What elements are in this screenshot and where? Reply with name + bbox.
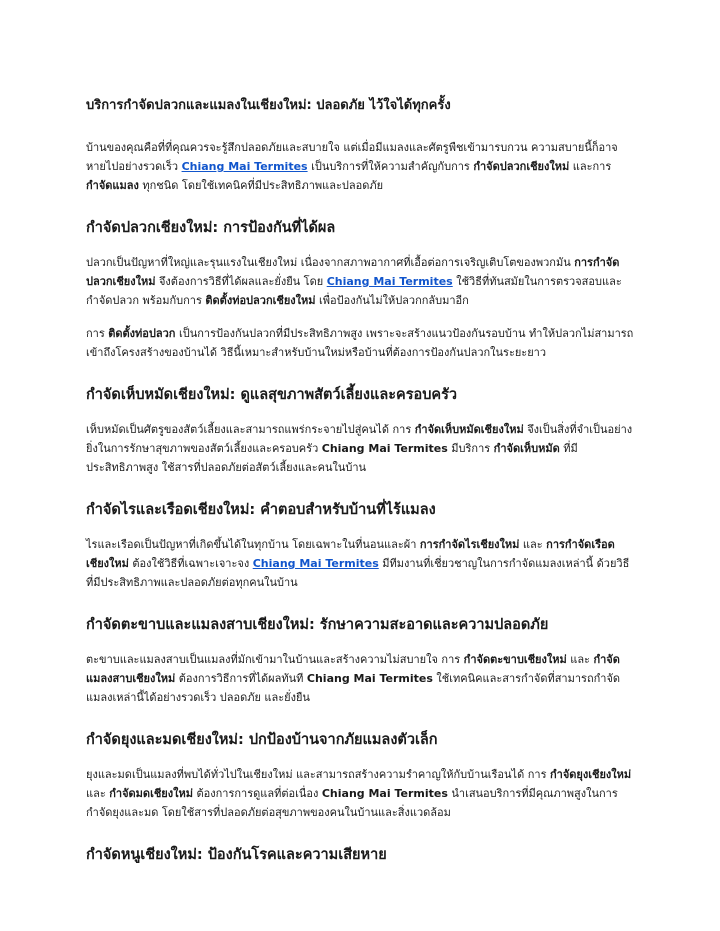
bold-run: Chiang Mai Termites: [321, 787, 448, 800]
text-run: ยุงและมดเป็นแมลงที่พบได้ทั่วไปในเชียงใหม่ และสามารถสร้างความรำคาญให้กับบ้านเรือนได้ การ: [86, 768, 550, 781]
text-run: และ: [566, 653, 594, 666]
text-run: เพื่อป้องกันไม่ให้ปลวกกลับมาอีก: [315, 294, 469, 307]
bold-run: การกำจัดปลวกเชียงใหม่: [86, 256, 620, 288]
fleas-paragraph: [86, 420, 634, 477]
text-run: เป็นบริการที่ให้ความสำคัญกับการ: [307, 160, 474, 173]
bold-run: ติดตั้งท่อปลวกเชียงใหม่: [205, 294, 316, 307]
mosquitoes-paragraph: [86, 765, 634, 822]
section-heading-mosquitoes: กำจัดยุงและมดเชียงใหม่: ปกป้องบ้านจากภัยแมลงตัวเล็ก: [86, 732, 438, 748]
chiang-mai-termites-link[interactable]: Chiang Mai Termites: [252, 557, 379, 570]
section-heading-rats: กำจัดหนูเชียงใหม่: ป้องกันโรคและความเสียหาย: [86, 847, 387, 863]
mites-paragraph: [86, 535, 634, 592]
text-run: ที่มีประสิทธิภาพสูง ใช้สารที่ปลอดภัยต่อสัตว์เลี้ยงและคนในบ้าน: [86, 442, 578, 474]
text-run: และ: [519, 538, 547, 551]
section-heading-fleas: กำจัดเห็บหมัดเชียงใหม่: ดูแลสุขภาพสัตว์เลี้ยงและครอบครัว: [86, 387, 458, 403]
bold-run: กำจัดยุงเชียงใหม่: [549, 768, 632, 781]
text-run: ต้องการการดูแลที่ต่อเนื่อง: [193, 787, 322, 800]
bold-run: กำจัดแมลง: [86, 179, 139, 192]
text-run: นำเสนอบริการที่มีคุณภาพสูงในการกำจัดยุงและมด โดยใช้สารที่ปลอดภัยต่อสุขภาพของคนในบ้านและสิ่งแวดล้อม: [86, 787, 618, 819]
bold-run: กำจัดมดเชียงใหม่: [109, 787, 193, 800]
bold-run: ติดตั้งท่อปลวก: [108, 327, 176, 340]
text-run: จึงเป็นสิ่งที่จำเป็นอย่างยิ่งในการรักษาสุขภาพของสัตว์เลี้ยงและครอบครัว: [86, 423, 633, 455]
bold-run: กำจัดเห็บหมัดเชียงใหม่: [414, 423, 524, 436]
chiang-mai-termites-link[interactable]: Chiang Mai Termites: [181, 160, 308, 173]
text-run: บ้านของคุณคือที่ที่คุณควรจะรู้สึกปลอดภัยและสบายใจ แต่เมื่อมีแมลงและศัตรูพืชเข้ามารบกวน ความสบายนี้ก็อาจหายไปอย่างรวดเร็ว: [86, 141, 618, 173]
bold-run: กำจัดปลวกเชียงใหม่: [473, 160, 570, 173]
text-run: การ: [86, 327, 109, 340]
termites-paragraph-2: [86, 324, 634, 362]
text-run: เห็บหมัดเป็นศัตรูของสัตว์เลี้ยงและสามารถแพร่กระจายไปสู่คนได้ การ: [86, 423, 415, 436]
text-run: ปลวกเป็นปัญหาที่ใหญ่และรุนแรงในเชียงใหม่ เนื่องจากสภาพอากาศที่เอื้อต่อการเจริญเติบโตของพวกมัน: [86, 256, 575, 269]
text-run: มีทีมงานที่เชี่ยวชาญในการกำจัดแมลงเหล่านี้ ด้วยวิธีที่มีประสิทธิภาพและปลอดภัยต่อทุกคนในบ้าน: [86, 557, 630, 589]
text-run: ต้องการวิธีการที่ได้ผลทันที: [175, 672, 307, 685]
text-run: และการ: [569, 160, 612, 173]
bold-run: การกำจัดไรเชียงใหม่: [419, 538, 520, 551]
termites-paragraph-1: [86, 253, 634, 310]
text-run: ไรและเรือดเป็นปัญหาที่เกิดขึ้นได้ในทุกบ้าน โดยเฉพาะในที่นอนและผ้า: [86, 538, 420, 551]
bold-run: Chiang Mai Termites: [321, 442, 448, 455]
text-run: ต้องใช้วิธีที่เฉพาะเจาะจง: [128, 557, 253, 570]
text-run: จึงต้องการวิธีที่ได้ผลและยั่งยืน โดย: [155, 275, 327, 288]
text-run: และ: [86, 787, 110, 800]
bold-run: Chiang Mai Termites: [306, 672, 433, 685]
text-run: ใช้วิธีที่ทันสมัยในการตรวจสอบและกำจัดปลวก พร้อมกับการ: [86, 275, 622, 307]
document-title: บริการกำจัดปลวกและแมลงในเชียงใหม่: ปลอดภัย ไว้ใจได้ทุกครั้ง: [86, 98, 451, 113]
section-heading-termites: กำจัดปลวกเชียงใหม่: การป้องกันที่ได้ผล: [86, 220, 336, 236]
intro-paragraph: [86, 138, 634, 195]
bold-run: กำจัดแมลงสาบเชียงใหม่: [86, 653, 620, 685]
bold-run: กำจัดเห็บหมัด: [493, 442, 560, 455]
text-run: ใช้เทคนิคและสารกำจัดที่สามารถกำจัดแมลงเหล่านี้ได้อย่างรวดเร็ว ปลอดภัย และยั่งยืน: [86, 672, 621, 704]
centipedes-paragraph: [86, 650, 634, 707]
text-run: มีบริการ: [447, 442, 494, 455]
bold-run: กำจัดตะขาบเชียงใหม่: [463, 653, 567, 666]
text-run: ทุกชนิด โดยใช้เทคนิคที่มีประสิทธิภาพและปลอดภัย: [138, 179, 384, 192]
bold-run: การกำจัดเรือดเชียงใหม่: [86, 538, 615, 570]
chiang-mai-termites-link[interactable]: Chiang Mai Termites: [326, 275, 453, 288]
text-run: ตะขาบและแมลงสาบเป็นแมลงที่มักเข้ามาในบ้านและสร้างความไม่สบายใจ การ: [86, 653, 464, 666]
section-heading-centipedes: กำจัดตะขาบและแมลงสาบเชียงใหม่: รักษาความสะอาดและความปลอดภัย: [86, 617, 549, 633]
text-run: เป็นการป้องกันปลวกที่มีประสิทธิภาพสูง เพราะจะสร้างแนวป้องกันรอบบ้าน ทำให้ปลวกไม่สามารถเข้าถึงโครงสร้างของบ้านได้ วิธีนี้เหมาะสำหรับบ้านใหม่หรือบ้านที่ต้องการป้องกันปลวกในระยะยาว: [86, 327, 634, 359]
section-heading-mites: กำจัดไรและเรือดเชียงใหม่: คำตอบสำหรับบ้านที่ไร้แมลง: [86, 502, 436, 518]
